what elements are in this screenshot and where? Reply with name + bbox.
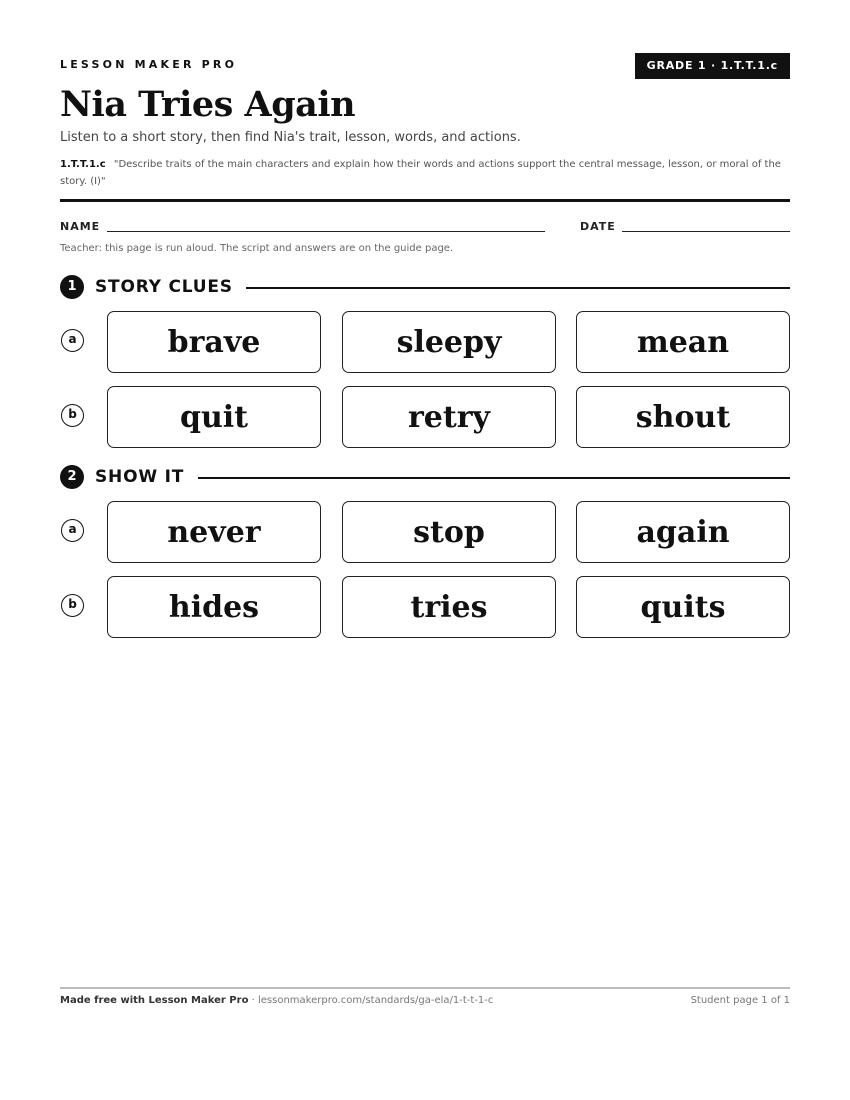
section-2-number: 2: [60, 465, 84, 489]
footer-url-link[interactable]: lessonmakerpro.com/standards/ga-ela/1-t-t-1-c: [258, 995, 494, 1006]
brand-name: LESSON MAKER PRO: [60, 58, 238, 71]
word-card-tries[interactable]: tries: [342, 576, 556, 638]
word-card-shout[interactable]: shout: [576, 386, 790, 448]
worksheet-page: [60, 0, 790, 1100]
section-1-row-a: [60, 311, 790, 373]
row-letter-badge: a: [61, 519, 84, 542]
word-card-stop[interactable]: stop: [342, 501, 556, 563]
word-card-hides[interactable]: hides: [107, 576, 321, 638]
section-2-row-b: [60, 576, 790, 638]
section-2-row-a: [60, 501, 790, 563]
date-field[interactable]: [622, 231, 790, 232]
name-label: NAME: [60, 220, 101, 233]
section-2-rule: [198, 477, 790, 479]
footer-made-with: Made free with Lesson Maker Pro: [60, 995, 249, 1006]
word-card-never[interactable]: never: [107, 501, 321, 563]
footer-separator: ·: [251, 995, 255, 1006]
name-field[interactable]: [107, 231, 545, 232]
footer-credit: [60, 995, 493, 1006]
standard-text: "Describe traits of the main characters and explain how their words and actions support the central message, lesson, or moral of the story. (I)": [60, 159, 781, 187]
word-card-retry[interactable]: retry: [342, 386, 556, 448]
word-card-quit[interactable]: quit: [107, 386, 321, 448]
word-card-brave[interactable]: brave: [107, 311, 321, 373]
footer-divider: [60, 987, 790, 989]
footer-page-label: Student page 1 of 1: [690, 995, 790, 1006]
section-1-header: [60, 275, 790, 299]
standard-code: 1.T.T.1.c: [60, 159, 106, 170]
section-1-row-b: [60, 386, 790, 448]
word-card-again[interactable]: again: [576, 501, 790, 563]
standard-description: [60, 156, 790, 190]
word-card-mean[interactable]: mean: [576, 311, 790, 373]
section-2-header: [60, 465, 790, 489]
section-1-rule: [246, 287, 790, 289]
date-label: DATE: [580, 220, 616, 233]
row-letter-badge: b: [61, 594, 84, 617]
section-1-number: 1: [60, 275, 84, 299]
teacher-note: Teacher: this page is run aloud. The script and answers are on the guide page.: [60, 243, 454, 254]
grade-badge: GRADE 1 · 1.T.T.1.c: [635, 53, 790, 79]
section-1-title: STORY CLUES: [95, 275, 245, 299]
page-title: Nia Tries Again: [60, 84, 356, 125]
word-card-sleepy[interactable]: sleepy: [342, 311, 556, 373]
section-2-title: SHOW IT: [95, 465, 196, 489]
row-letter-badge: a: [61, 329, 84, 352]
header-divider: [60, 199, 790, 202]
word-card-quits[interactable]: quits: [576, 576, 790, 638]
row-letter-badge: b: [61, 404, 84, 427]
page-subtitle: Listen to a short story, then find Nia's trait, lesson, words, and actions.: [60, 130, 521, 145]
